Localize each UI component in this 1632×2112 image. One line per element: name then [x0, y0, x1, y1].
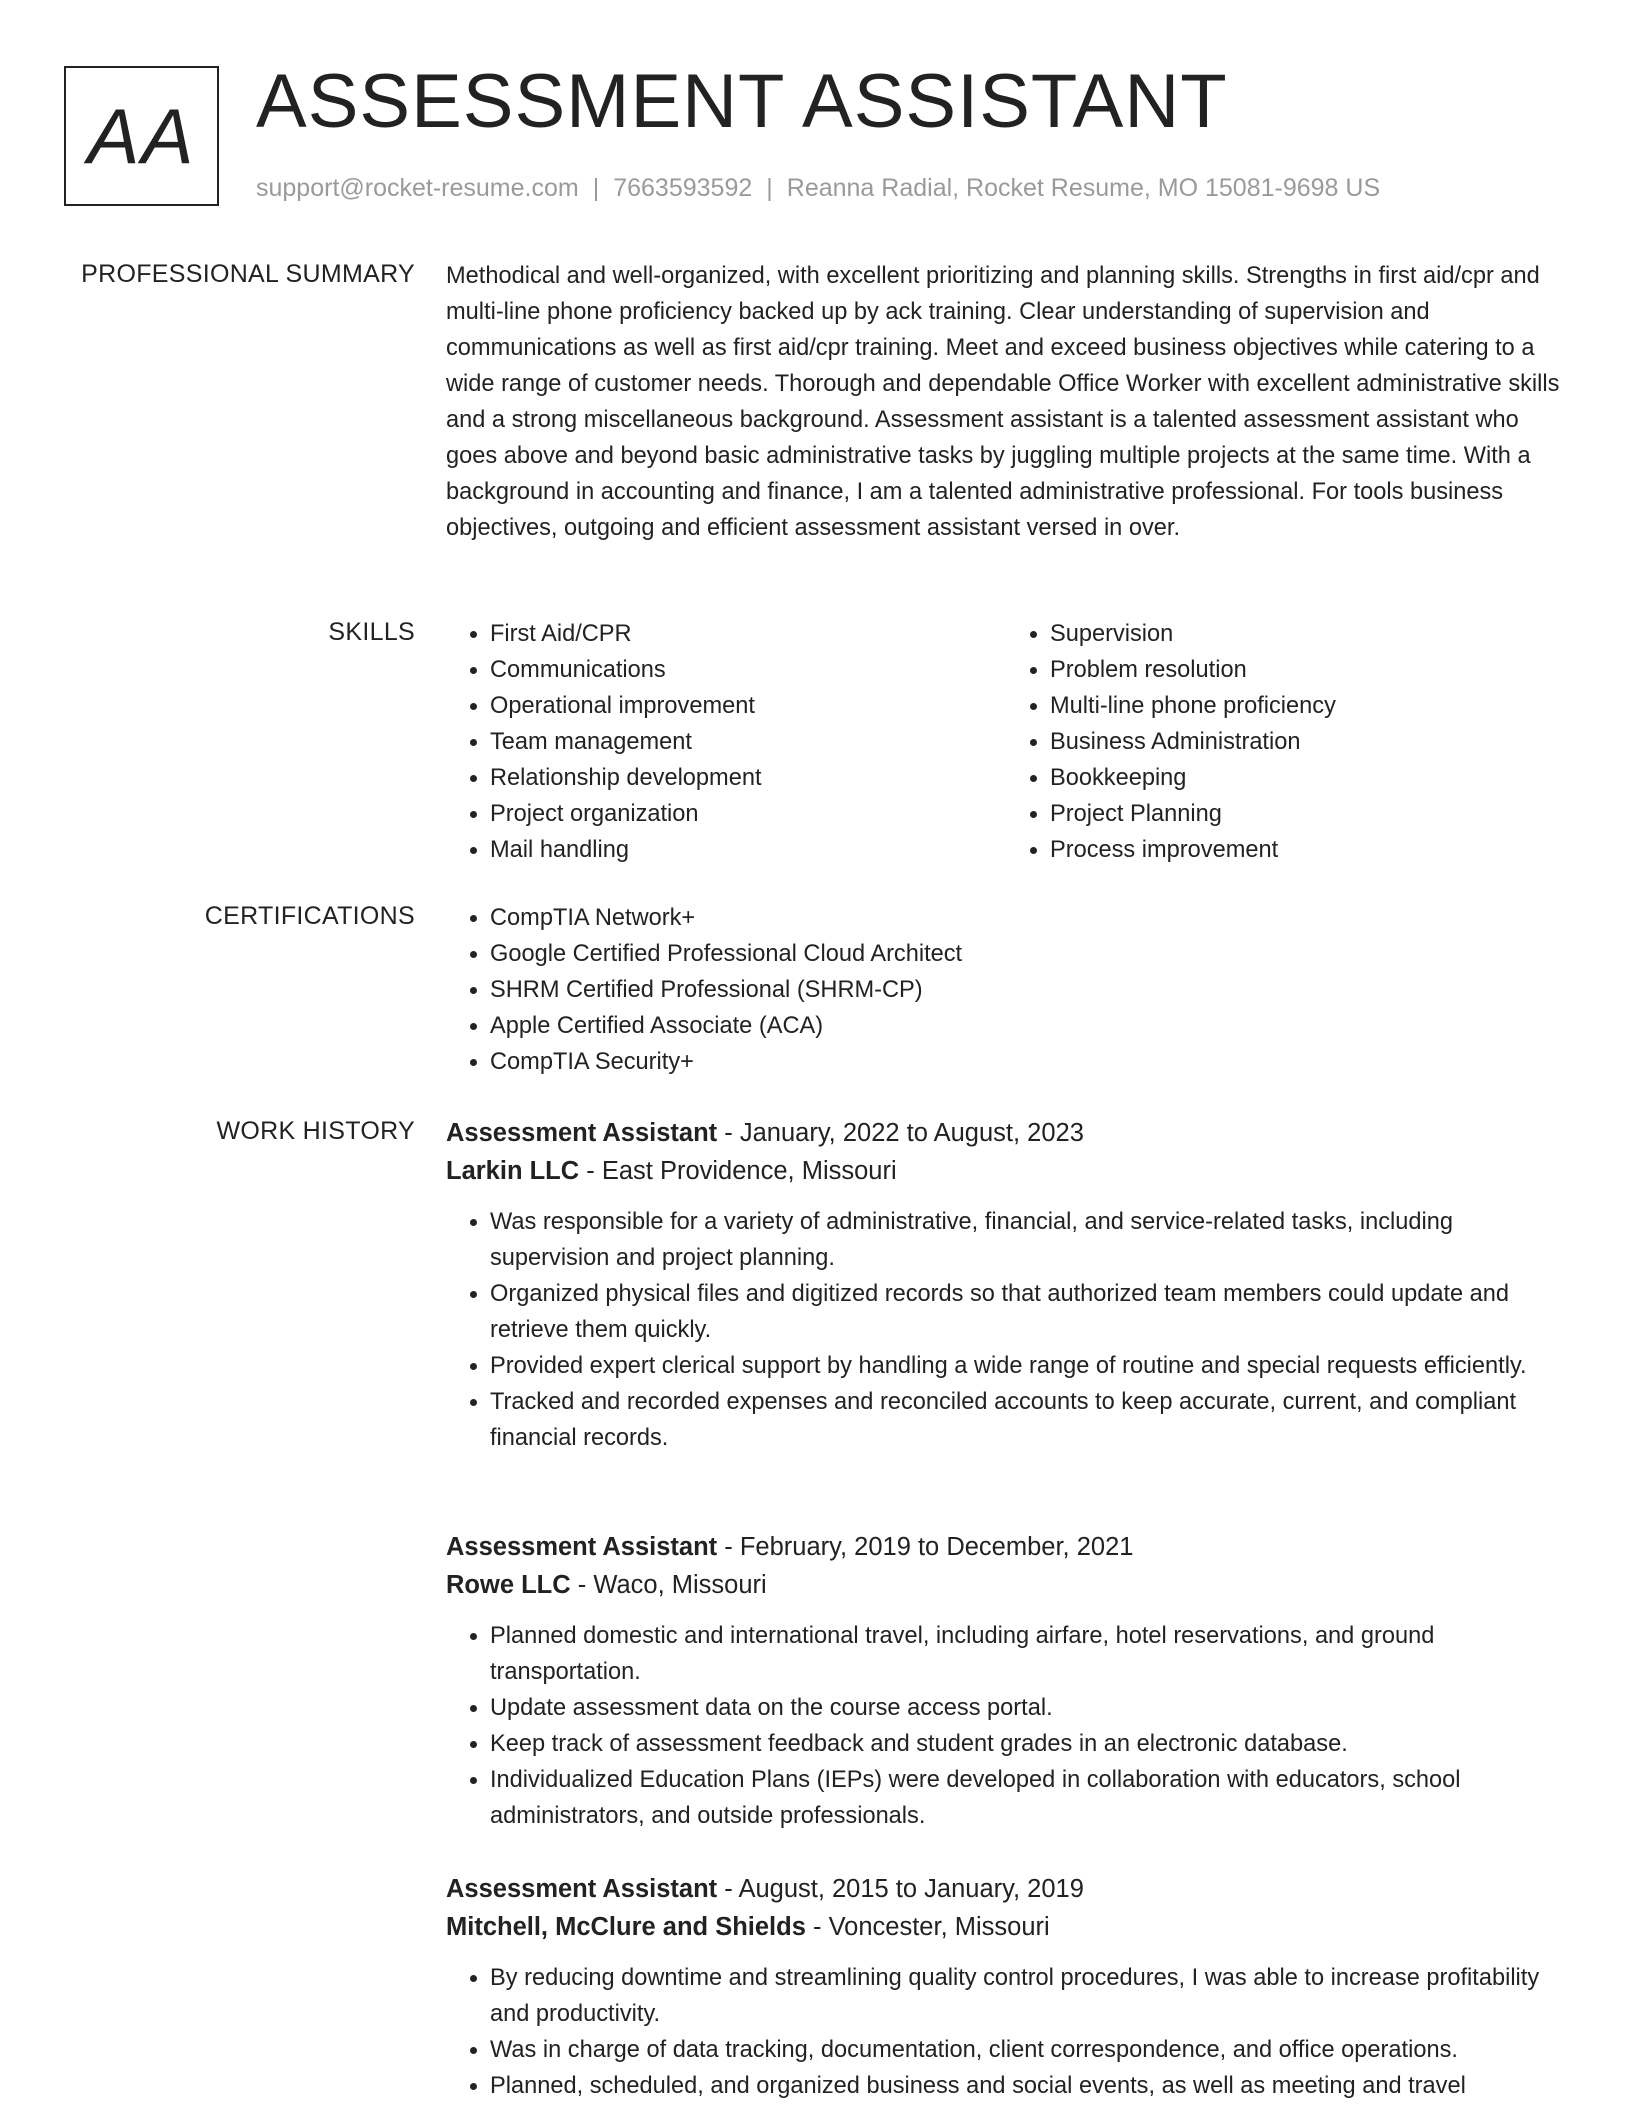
list-item: • Problem resolution [1050, 652, 1566, 688]
list-item: • Apple Certified Associate (ACA) [490, 1008, 1566, 1044]
job-company: Larkin LLC [446, 1157, 580, 1185]
job-title-line [446, 1528, 1566, 1566]
job-title-line [446, 1114, 1566, 1152]
list-item: • CompTIA Network+ [490, 900, 1566, 936]
job-company-line [446, 1566, 1566, 1604]
job-role: Assessment Assistant [446, 1533, 718, 1561]
section-title-certifications: CERTIFICATIONS [204, 902, 415, 930]
list-item: • Planned, scheduled, and organized business and social events, as well as meeting and travel [490, 2068, 1566, 2104]
list-item: • Relationship development [490, 760, 1006, 796]
job-dates: - January, 2022 to August, 2023 [717, 1119, 1084, 1147]
job-bullets [446, 1618, 1566, 1834]
job-dates: - February, 2019 to December, 2021 [717, 1533, 1134, 1561]
list-item: • Business Administration [1050, 724, 1566, 760]
contact-separator: | [766, 174, 773, 202]
certifications-list [446, 900, 1566, 1080]
list-item: • Communications [490, 652, 1006, 688]
list-item: • First Aid/CPR [490, 616, 1006, 652]
list-item: • Team management [490, 724, 1006, 760]
candidate-name: ASSESSMENT ASSISTANT [256, 59, 1228, 144]
list-item: • Tracked and recorded expenses and reconciled accounts to keep accurate, current, and compliant financial records. [490, 1384, 1566, 1456]
contact-phone[interactable]: 7663593592 [613, 174, 753, 202]
job-entry [446, 1528, 1566, 1834]
list-item: • Provided expert clerical support by handling a wide range of routine and special requests efficiently. [490, 1348, 1566, 1384]
job-title-line [446, 1870, 1566, 1908]
job-bullets [446, 1204, 1566, 1456]
list-item: • Was responsible for a variety of administrative, financial, and service-related tasks, including supervision and project planning. [490, 1204, 1566, 1276]
job-location: - East Providence, Missouri [579, 1157, 897, 1185]
list-item: • Process improvement [1050, 832, 1566, 868]
list-item: • Keep track of assessment feedback and student grades in an electronic database. [490, 1726, 1566, 1762]
list-item: • Bookkeeping [1050, 760, 1566, 796]
job-location: - Waco, Missouri [570, 1571, 767, 1599]
job-role: Assessment Assistant [446, 1119, 718, 1147]
job-dates: - August, 2015 to January, 2019 [717, 1875, 1084, 1903]
resume-header [0, 0, 1632, 230]
list-item: • Mail handling [490, 832, 1006, 868]
list-item: • Supervision [1050, 616, 1566, 652]
list-item: • Organized physical files and digitized records so that authorized team members could update and retrieve them quickly. [490, 1276, 1566, 1348]
job-company: Rowe LLC [446, 1571, 571, 1599]
list-item: • Multi-line phone proficiency [1050, 688, 1566, 724]
skills-columns [446, 616, 1566, 868]
list-item: • By reducing downtime and streamlining quality control procedures, I was able to increase profitability and productivity. [490, 1960, 1566, 2032]
contact-line [256, 174, 1380, 203]
section-title-skills: SKILLS [328, 618, 415, 646]
list-item: • Was in charge of data tracking, documentation, client correspondence, and office operations. [490, 2032, 1566, 2068]
list-item: • Planned domestic and international travel, including airfare, hotel reservations, and ground transportation. [490, 1618, 1566, 1690]
list-item: • Project organization [490, 796, 1006, 832]
contact-separator: | [592, 174, 600, 202]
contact-address: Reanna Radial, Rocket Resume, MO 15081-9698 US [786, 174, 1381, 202]
contact-email[interactable]: support@rocket-resume.com [256, 174, 579, 202]
section-title-work-history: WORK HISTORY [216, 1117, 415, 1145]
list-item: • Google Certified Professional Cloud Architect [490, 936, 1566, 972]
list-item: • Operational improvement [490, 688, 1006, 724]
list-item: • CompTIA Security+ [490, 1044, 1566, 1080]
job-role: Assessment Assistant [446, 1875, 718, 1903]
skills-list-right [1006, 616, 1566, 868]
job-company: Mitchell, McClure and Shields [446, 1913, 806, 1941]
skills-list-left [446, 616, 1006, 868]
summary-text: Methodical and well-organized, with excellent prioritizing and planning skills. Strengths in first aid/cpr and multi-line phone proficiency backed up by ack training. Clear understanding of supervision and communications as well as first aid/cpr training. Meet and exceed business objectives while catering to a wide range of customer needs. Thorough and dependable Office Worker with excellent administrative skills and a strong miscellaneous background. Assessment assistant is a talented assessment assistant who goes above and beyond basic administrative tasks by juggling multiple projects at the same time. With a background in accounting and finance, I am a talented administrative professional. For tools business objectives, outgoing and efficient assessment assistant versed in over. [446, 263, 1560, 541]
job-company-line [446, 1152, 1566, 1190]
job-company-line [446, 1908, 1566, 1946]
monogram-box [64, 66, 219, 206]
section-title-summary: PROFESSIONAL SUMMARY [81, 260, 415, 288]
list-item: • Update assessment data on the course access portal. [490, 1690, 1566, 1726]
monogram-initials: AA [87, 91, 196, 180]
job-bullets [446, 1960, 1566, 2104]
list-item: • Project Planning [1050, 796, 1566, 832]
job-entry [446, 1114, 1566, 1456]
list-item: • Individualized Education Plans (IEPs) were developed in collaboration with educators, school administrators, and outside professionals. [490, 1762, 1566, 1834]
job-entry [446, 1870, 1566, 2104]
list-item: • SHRM Certified Professional (SHRM-CP) [490, 972, 1566, 1008]
job-location: - Voncester, Missouri [805, 1913, 1050, 1941]
